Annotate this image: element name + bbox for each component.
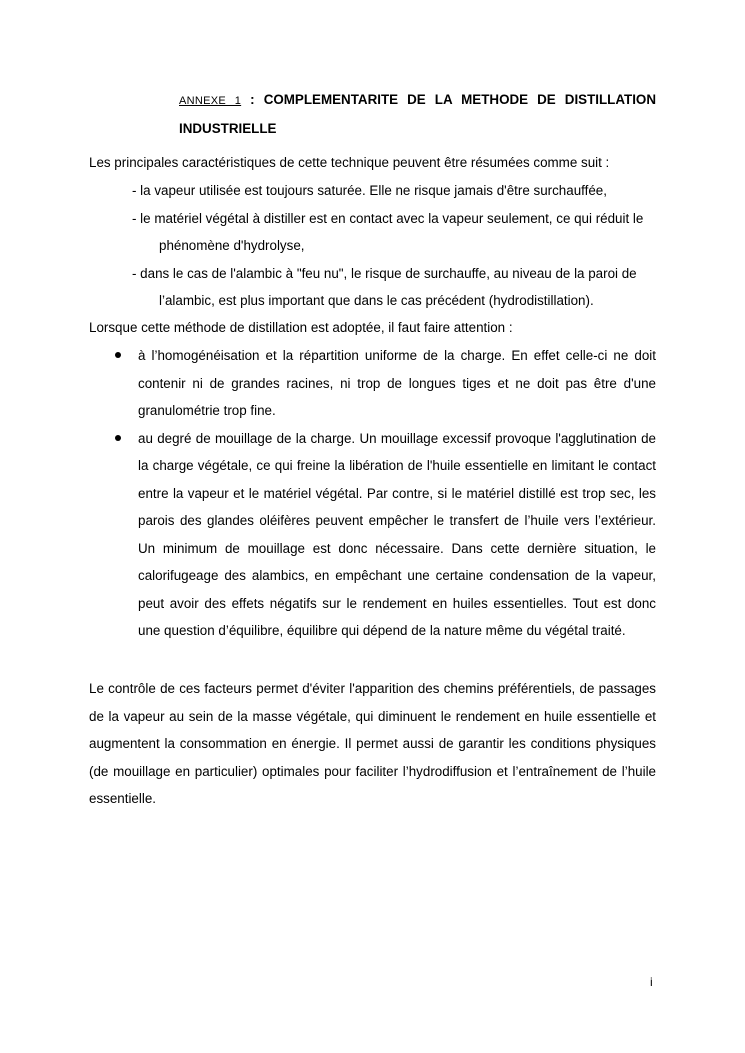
characteristics-list — [132, 177, 656, 315]
attention-item — [138, 342, 656, 425]
attention-item-text: à l’homogénéisation et la répartition uniforme de la charge. En effet celle-ci ne doit contenir ni de grandes racines, ni trop de longues tiges et ne doit pas être d'une granulométrie trop fine. — [138, 348, 656, 418]
conclusion-paragraph: Le contrôle de ces facteurs permet d'éviter l'apparition des chemins préférentiels, de passages de la vapeur au sein de la masse végétale, qui diminuent le rendement en huile essentielle et augmentent la consommation en énergie. Il permet aussi de garantir les conditions physiques (de mouillage en particulier) optimales pour faciliter l’hydrodiffusion et l’entraînement de l’huile essentielle. — [89, 681, 656, 806]
attention-item-text: au degré de mouillage de la charge. Un mouillage excessif provoque l'agglutination de la charge végétale, ce qui freine la libération de l'huile essentielle en limitant le contact entre la vapeur et le matériel végétal. Par contre, si le matériel distillé est trop sec, les parois des glandes oléifères peuvent empêcher le transfert de l’huile vers l’extérieur. Un minimum de mouillage est donc nécessaire. Dans cette dernière situation, le calorifugeage des alambics, en empêchant une certaine condensation de la vapeur, peut avoir des effets négatifs sur le rendement en huiles essentielles. Tout est donc une question d’équilibre, équilibre qui dépend de la nature même du végétal traité. — [138, 430, 656, 638]
annex-heading — [179, 86, 656, 143]
characteristic-item: - la vapeur utilisée est toujours saturée. Elle ne risque jamais d'être surchauffée, — [132, 183, 607, 198]
intro-paragraph: Les principales caractéristiques de cette technique peuvent être résumées comme suit : — [89, 155, 610, 170]
characteristic-item: - le matériel végétal à distiller est en contact avec la vapeur seulement, ce qui réduit le phénomène d'hydrolyse, — [132, 210, 644, 253]
annex-label: ANNEXE 1 — [179, 95, 242, 107]
bullet-icon — [115, 352, 121, 358]
attention-list — [138, 342, 656, 645]
bullet-icon — [115, 435, 121, 441]
attention-item — [138, 425, 656, 645]
annex-title: COMPLEMENTARITE DE LA METHODE DE DISTILLATION INDUSTRIELLE — [179, 92, 657, 136]
attention-intro-paragraph: Lorsque cette méthode de distillation est adoptée, il faut faire attention : — [89, 320, 513, 335]
characteristic-item: - dans le cas de l'alambic à "feu nu", le risque de surchauffe, au niveau de la paroi de l’alambic, est plus important que dans le cas précédent (hydrodistillation). — [132, 265, 637, 308]
heading-separator: : — [241, 92, 264, 107]
page-number: i — [650, 975, 653, 989]
